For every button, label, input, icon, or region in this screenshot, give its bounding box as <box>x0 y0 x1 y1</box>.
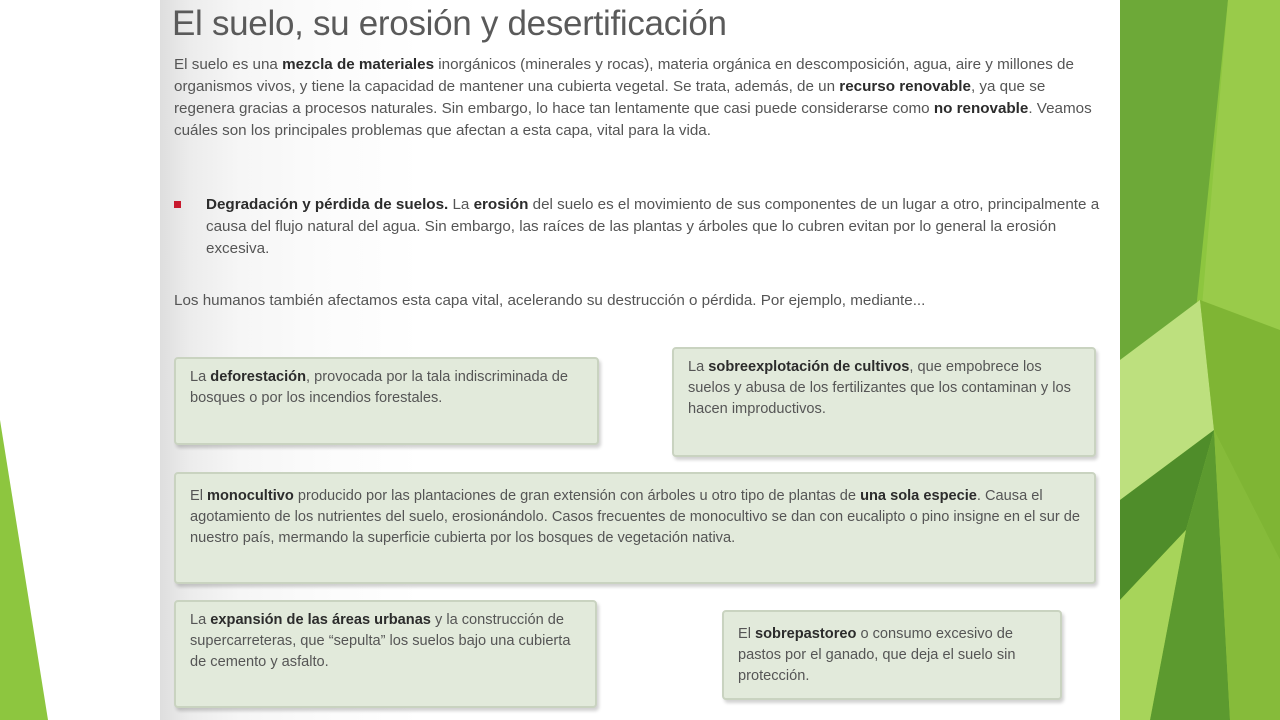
bold-term: monocultivo <box>207 488 294 504</box>
box-expansion-urbana <box>174 600 597 708</box>
box-sobreexplotacion <box>672 347 1096 457</box>
box-deforestacion-text <box>190 367 583 409</box>
bold-term: recurso renovable <box>839 78 971 95</box>
intro-paragraph <box>174 54 1104 142</box>
text-run: El <box>190 488 208 504</box>
text-run: . Causa el agotamiento de los nutrientes del suelo, erosionándolo. Casos frecuentes de monocultivo se dan con eucalipto o pino insigne en el sur de nuestro país, mermando la superficie cubierta por los bosques de vegetación nativa. <box>190 488 1080 546</box>
box-sobrepastoreo-text <box>738 624 1046 687</box>
text-run: , que empobrece los suelos y abusa de los fertilizantes que los contaminan y los hacen improductivos. <box>688 359 1071 417</box>
text-run: . Veamos cuáles son los principales problemas que afectan a esta capa, vital para la vida. <box>174 100 1092 139</box>
text-run: producido por las plantaciones de gran extensión con árboles u otro tipo de plantas de <box>293 488 861 504</box>
page-title: El suelo, su erosión y desertificación <box>172 4 727 43</box>
bullet-marker <box>174 201 181 208</box>
bold-term: deforestación <box>210 369 306 385</box>
box-monocultivo <box>174 472 1096 584</box>
text-run: La <box>190 369 211 385</box>
box-sobreexplotacion-text <box>688 357 1080 420</box>
box-monocultivo-text <box>190 486 1080 549</box>
box-deforestacion <box>174 357 599 445</box>
bullet-text <box>206 194 1104 260</box>
textbook-page <box>160 0 1120 720</box>
bold-term: no renovable <box>933 100 1029 117</box>
text-run: El <box>738 626 756 642</box>
text-run: del suelo es el movimiento de sus componentes de un lugar a otro, principalmente a causa del flujo natural del agua. Sin embargo, las raíces de las plantas y árboles que lo cubren evitan por lo general la erosión excesiva. <box>206 196 1100 257</box>
box-sobrepastoreo <box>722 610 1062 700</box>
bold-term: mezcla de materiales <box>282 56 435 73</box>
box-expansion-text <box>190 610 581 673</box>
text-run: La <box>688 359 709 375</box>
lead-paragraph: Los humanos también afectamos esta capa vital, acelerando su destrucción o pérdida. Por ejemplo, mediante... <box>174 292 926 309</box>
bold-term: erosión <box>473 196 529 213</box>
bold-term: sobreexplotación de cultivos <box>708 359 910 375</box>
bold-term: Degradación y pérdida de suelos. <box>206 196 449 213</box>
bold-term: expansión de las áreas urbanas <box>210 612 431 628</box>
bold-term: sobrepastoreo <box>755 626 857 642</box>
text-run: , ya que se regenera gracias a procesos naturales. Sin embargo, lo hace tan lentamente que casi puede considerarse como <box>174 78 1046 117</box>
bold-term: una sola especie <box>860 488 977 504</box>
text-run: o consumo excesivo de pastos por el ganado, que deja el suelo sin protección. <box>738 626 1016 684</box>
text-run: y la construcción de supercarreteras, que “sepulta” los suelos bajo una cubierta de cemento y asfalto. <box>190 612 571 670</box>
text-run: , provocada por la tala indiscriminada de bosques o por los incendios forestales. <box>190 369 569 406</box>
text-run: La <box>190 612 211 628</box>
bullet-degradacion <box>174 194 1104 260</box>
text-run: El suelo es una <box>174 56 283 73</box>
left-green-shard <box>0 420 48 720</box>
text-run: La <box>448 196 474 213</box>
text-run: inorgánicos (minerales y rocas), materia orgánica en descomposición, agua, aire y millones de organismos vivos, y tiene la capacidad de mantener una cubierta vegetal. Se trata, además, de un <box>174 56 1074 95</box>
